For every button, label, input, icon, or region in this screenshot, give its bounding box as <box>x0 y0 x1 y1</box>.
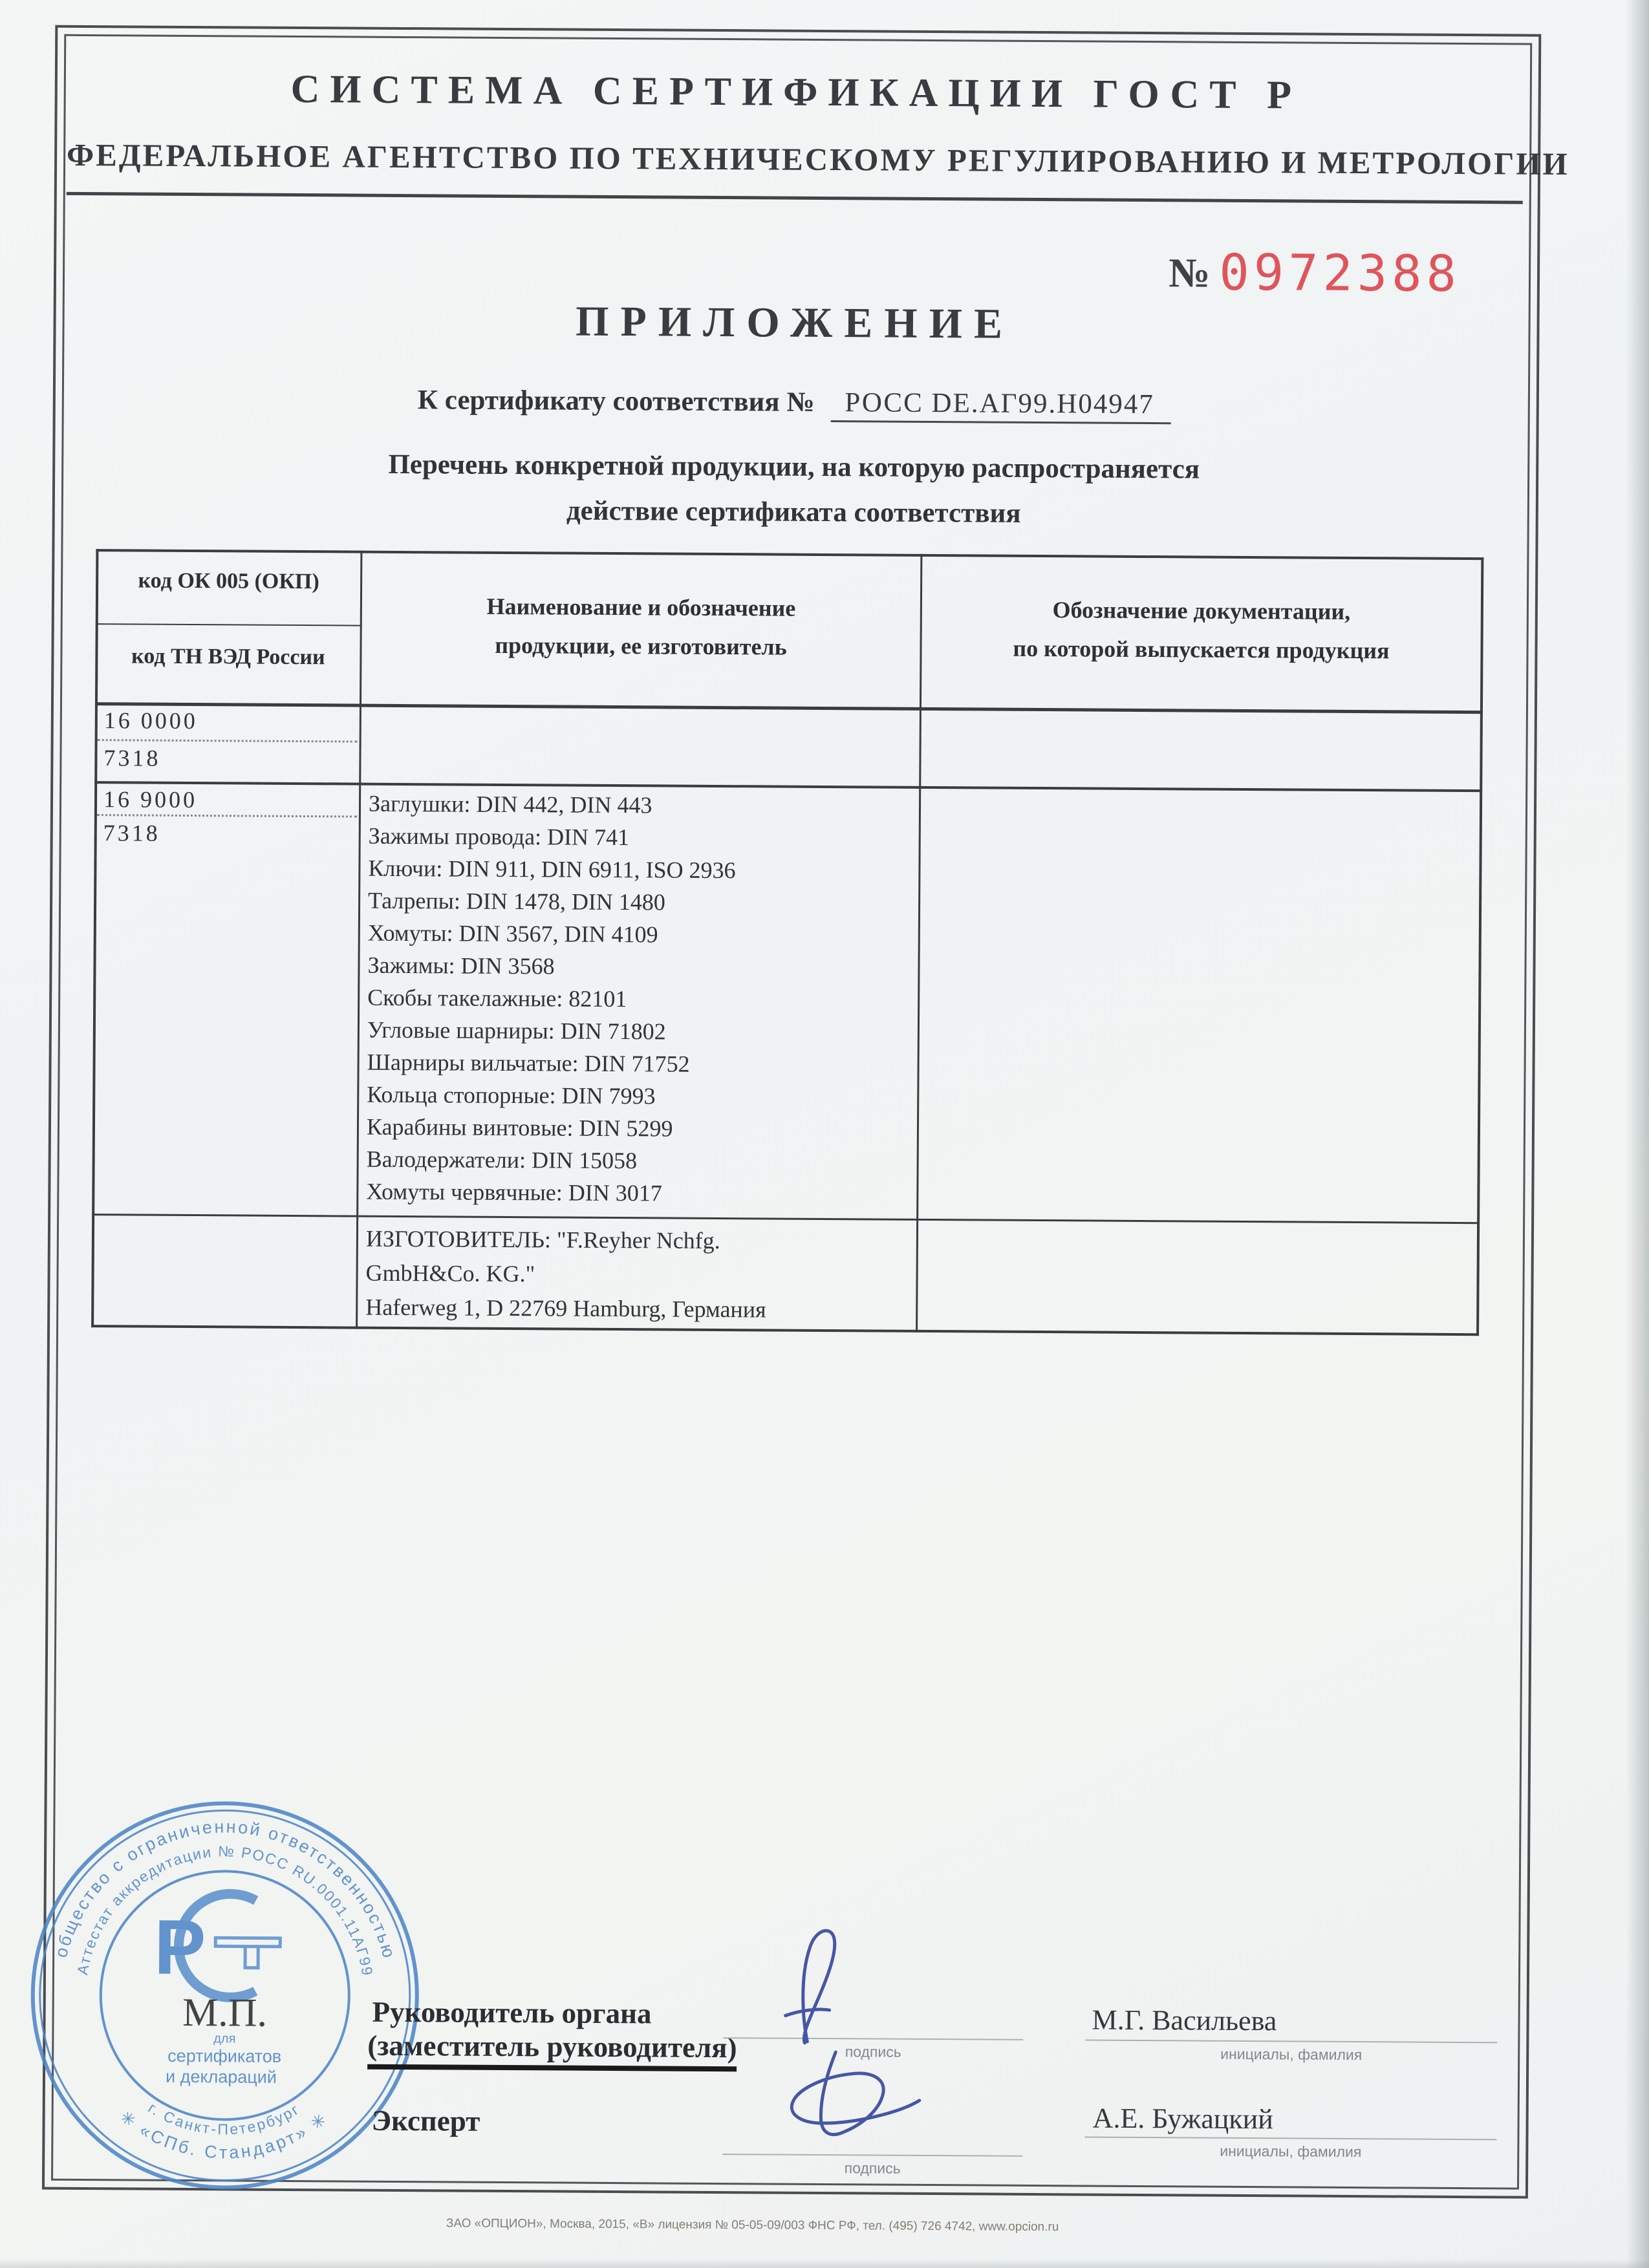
row1-code-okp: 16 0000 <box>103 707 198 734</box>
manufacturer-line1: ИЗГОТОВИТЕЛЬ: "F.Reyher Nchfg. <box>365 1225 720 1254</box>
role-expert: Эксперт <box>371 2104 480 2137</box>
product-item: Валодержатели: DIN 15058 <box>366 1146 638 1174</box>
stamp-certs: сертификатов <box>167 2046 282 2066</box>
scan-edge-right <box>1626 0 1649 2268</box>
stamp-text-company: общество с ограниченной ответственностью <box>50 1817 400 1962</box>
product-item: Кольца стопорные: DIN 7993 <box>367 1081 656 1109</box>
number-sign: № <box>1168 250 1211 296</box>
col3-header-line1: Обозначение документации, <box>1052 597 1351 625</box>
system-title: СИСТЕМА СЕРТИФИКАЦИИ ГОСТ Р <box>290 67 1302 118</box>
product-list <box>366 787 912 1211</box>
row1-code-tnved: 7318 <box>103 745 161 771</box>
product-item: Зажимы провода: DIN 741 <box>368 822 630 851</box>
col1-header-top: код ОК 005 (ОКП) <box>138 568 319 594</box>
role-head-of-body: Руководитель органа <box>372 1995 652 2030</box>
signature-label-2: подпись <box>844 2159 901 2177</box>
signature-label-1: подпись <box>845 2043 901 2060</box>
rst-logo-p: Р <box>153 1903 206 1991</box>
product-item: Зажимы: DIN 3568 <box>367 952 555 979</box>
scan-edge-bottom <box>0 2259 1649 2268</box>
signer-name-2: А.Е. Бужацкий <box>1092 2102 1273 2135</box>
product-item: Шарниры вильчатые: DIN 71752 <box>367 1049 690 1077</box>
product-item: Хомуты: DIN 3567, DIN 4109 <box>367 919 658 948</box>
subtitle-line2: действие сертификата соответствия <box>566 495 1021 529</box>
col2-header-line2: продукции, ее изготовитель <box>495 632 787 660</box>
manufacturer-line2: GmbH&Co. KG." <box>365 1259 535 1287</box>
col1-header-bottom: код ТН ВЭД России <box>131 644 325 670</box>
subtitle-line1: Перечень конкретной продукции, на которую распространяется <box>388 449 1200 485</box>
manufacturer-cell <box>365 1222 909 1328</box>
product-item: Талрепы: DIN 1478, DIN 1480 <box>368 887 666 915</box>
certificate-label: К сертификату соответствия № <box>417 385 815 418</box>
blank-number <box>1168 244 1461 308</box>
stamp-text-city: г. Санкт-Петербург <box>145 2099 303 2138</box>
product-item: Карабины винтовые: DIN 5299 <box>366 1113 673 1142</box>
col3-header-line2: по которой выпускается продукция <box>1013 635 1390 664</box>
blank-number-value: 0972388 <box>1219 244 1461 303</box>
rst-logo <box>154 1894 281 1998</box>
agency-title: ФЕДЕРАЛЬНОЕ АГЕНТСТВО ПО ТЕХНИЧЕСКОМУ РЕГУЛИРОВАНИЮ И МЕТРОЛОГИИ <box>66 136 1569 182</box>
col2-header-line1: Наименование и обозначение <box>486 593 796 621</box>
manufacturer-line3: Haferweg 1, D 22769 Hamburg, Германия <box>365 1294 766 1323</box>
signer-name-1: М.Г. Васильева <box>1092 2004 1277 2037</box>
stamp-text-company-name: ✳ «СПб. Стандарт» ✳ <box>116 2106 332 2163</box>
name-label-1: инициалы, фамилия <box>1220 2045 1363 2064</box>
page-title: ПРИЛОЖЕНИЕ <box>575 297 1015 348</box>
product-item: Хомуты червячные: DIN 3017 <box>366 1178 662 1206</box>
stamp-text-accreditation: Аттестат аккредитации № РОСС RU.0001.11АГ99 <box>74 1843 376 1978</box>
name-label-2: инициалы, фамилия <box>1220 2142 1362 2161</box>
product-item: Ключи: DIN 911, DIN 6911, ISO 2936 <box>368 855 736 884</box>
stamp-decls: и деклараций <box>165 2066 277 2087</box>
row2-code-tnved: 7318 <box>103 820 160 846</box>
product-item: Угловые шарниры: DIN 71802 <box>367 1016 666 1045</box>
row2-code-okp: 16 9000 <box>103 786 198 813</box>
signature-ink-2 <box>756 2042 951 2160</box>
svg-text:общество с ограниченной ответс <box>51 1816 400 1962</box>
signature-ink-1 <box>757 1913 900 2056</box>
round-stamp <box>27 1797 424 2194</box>
stamp-mp: М.П. <box>182 1990 268 2035</box>
product-item: Заглушки: DIN 442, DIN 443 <box>368 790 652 818</box>
print-house-note: ЗАО «ОПЦИОН», Москва, 2015, «В» лицензия № 05-05-09/003 ФНС РФ, тел. (495) 726 4742, www.opcion.ru <box>446 2216 1059 2234</box>
product-item: Скобы такелажные: 82101 <box>367 984 627 1012</box>
certificate-number: РОСС DE.АГ99.Н04947 <box>830 387 1171 424</box>
role-deputy: (заместитель руководителя) <box>367 2029 737 2071</box>
stamp-for: для <box>213 2031 236 2046</box>
